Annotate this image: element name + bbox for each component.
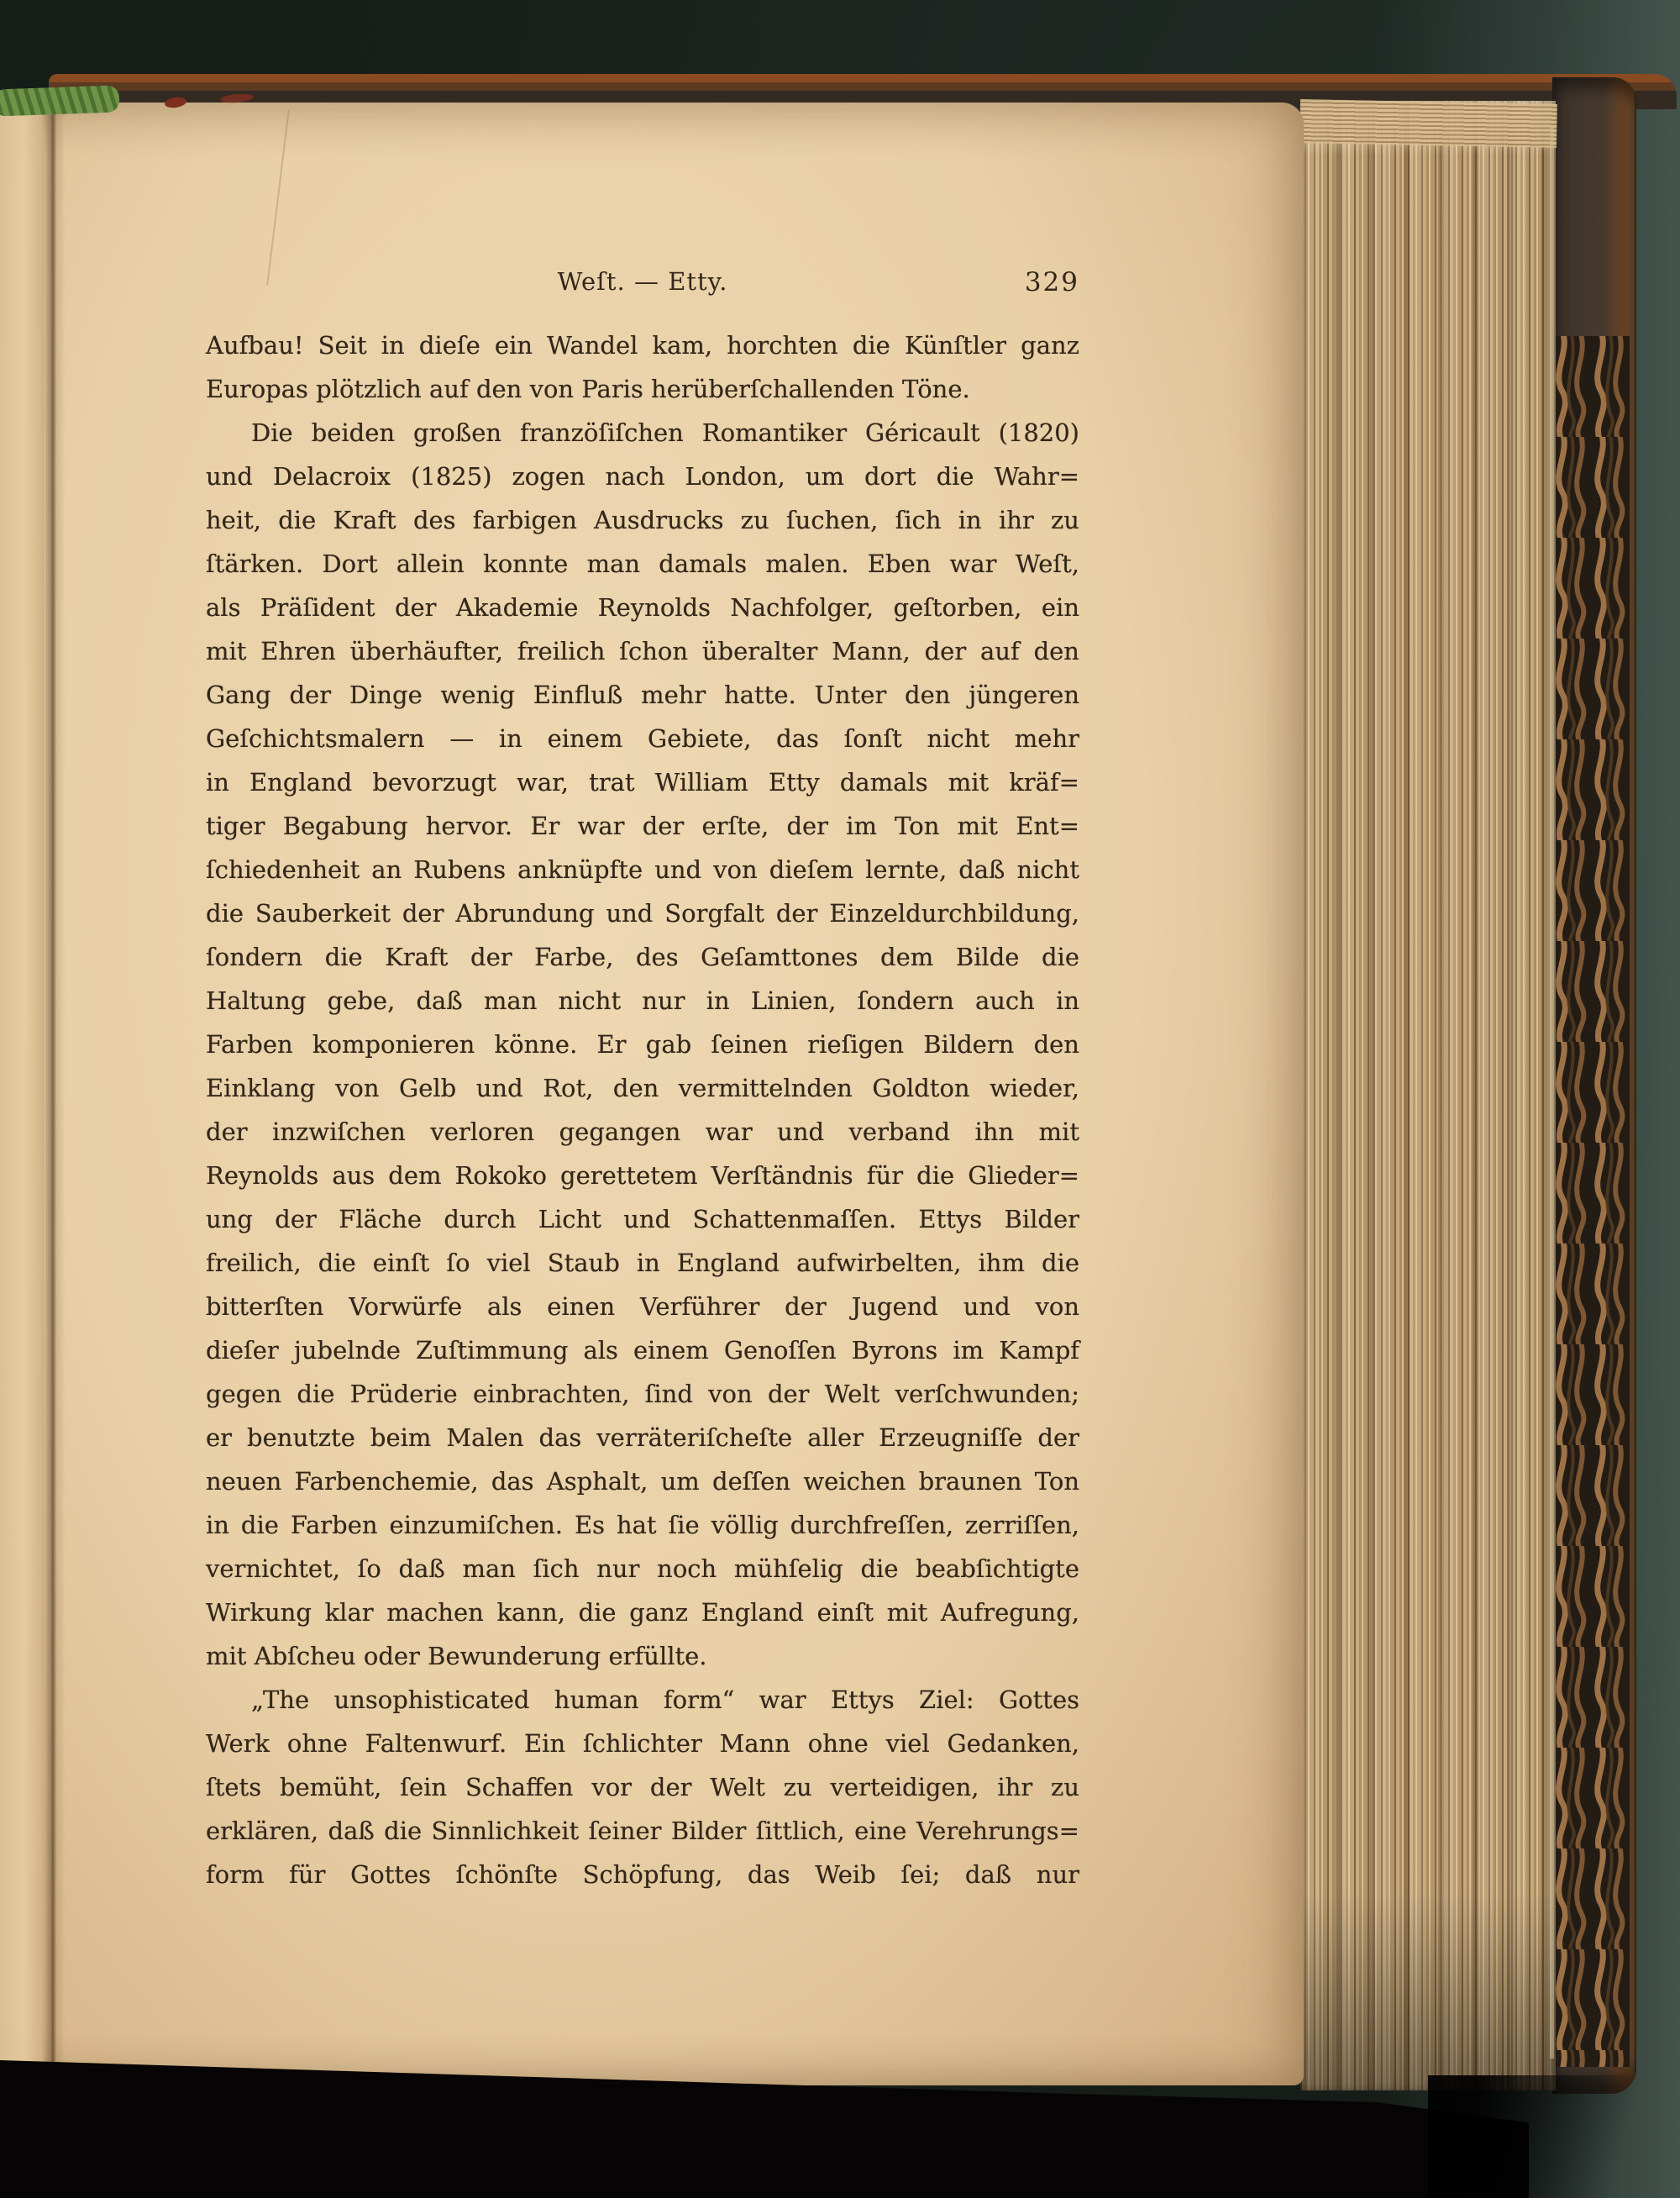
text-line: Aufbau! Seit in dieſe ein Wandel kam, horchten die Künſtler ganz bbox=[206, 331, 1079, 360]
text-line: mit Ehren überhäufter, freilich ſchon überalter Mann, der auf den bbox=[206, 637, 1079, 665]
text-line: gegen die Prüderie einbrachten, ſind von der Welt verſchwunden; bbox=[206, 1380, 1079, 1408]
text-line: neuen Farbenchemie, das Asphalt, um deſſen weichen braunen Ton bbox=[206, 1467, 1079, 1496]
paper-crease bbox=[266, 110, 290, 286]
text-line: Farben komponieren könne. Er gab ſeinen rieſigen Bildern den bbox=[206, 1030, 1079, 1059]
text-line: ſondern die Kraft der Farbe, des Geſamttones dem Bilde die bbox=[206, 943, 1079, 971]
stack-cover-seam bbox=[1550, 126, 1554, 2059]
fore-edge-page-stack bbox=[1300, 101, 1556, 2090]
text-line: der inzwiſchen verloren gegangen war und verband ihn mit bbox=[206, 1117, 1079, 1146]
text-line: dieſer jubelnde Zuſtimmung als einem Genoſſen Byrons im Kampf bbox=[206, 1336, 1079, 1365]
bottom-right-shade bbox=[1428, 2075, 1680, 2198]
text-line: die Sauberkeit der Abrundung und Sorgfalt der Einzeldurchbildung, bbox=[206, 899, 1079, 928]
running-head bbox=[206, 267, 1079, 304]
text-line: bitterſten Vorwürfe als einen Verführer der Jugend und von bbox=[206, 1292, 1079, 1321]
page-text-block bbox=[206, 323, 1079, 1896]
text-line: „The unsophisticated human form“ war Ettys Ziel: Gottes bbox=[251, 1685, 1079, 1714]
text-line: als Präſident der Akademie Reynolds Nachfolger, geſtorben, ein bbox=[206, 593, 1079, 622]
facing-page-sliver bbox=[0, 103, 44, 2085]
headband bbox=[0, 85, 120, 116]
text-line: in die Farben einzumiſchen. Es hat ſie völlig durchfreſſen, zerriſſen, bbox=[206, 1511, 1079, 1539]
text-line: ſchiedenheit an Rubens anknüpfte und von dieſem lernte, daß nicht bbox=[206, 855, 1079, 884]
text-line: Reynolds aus dem Rokoko gerettetem Verſtändnis für die Glieder= bbox=[206, 1161, 1079, 1190]
text-line: Einklang von Gelb und Rot, den vermittelnden Goldton wieder, bbox=[206, 1074, 1079, 1102]
text-line: Geſchichtsmalern — in einem Gebiete, das ſonſt nicht mehr bbox=[206, 724, 1079, 753]
text-line: Gang der Dinge wenig Einfluß mehr hatte. Unter den jüngeren bbox=[206, 681, 1079, 709]
text-line: er benutzte beim Malen das verräteriſcheſte aller Erzeugniſſe der bbox=[206, 1423, 1079, 1452]
text-line: mit Abſcheu oder Bewunderung erfüllte. bbox=[206, 1642, 707, 1670]
text-line: und Delacroix (1825) zogen nach London, um dort die Wahr= bbox=[206, 462, 1079, 491]
running-head-title: Weſt. — Etty. bbox=[557, 267, 728, 296]
text-line: heit, die Kraft des farbigen Ausdrucks zu ſuchen, ſich in ihr zu bbox=[206, 506, 1079, 534]
text-line: freilich, die einſt ſo viel Staub in England aufwirbelten, ihm die bbox=[206, 1249, 1079, 1277]
page-number: 329 bbox=[1024, 267, 1079, 297]
text-line: form für Gottes ſchönſte Schöpfung, das Weib ſei; daß nur bbox=[206, 1860, 1079, 1889]
text-line: in England bevorzugt war, trat William Etty damals mit kräf= bbox=[206, 768, 1079, 797]
text-line: Wirkung klar machen kann, die ganz England einſt mit Aufregung, bbox=[206, 1598, 1079, 1627]
gutter-fold bbox=[42, 103, 66, 2085]
text-line: Haltung gebe, daß man nicht nur in Linien, ſondern auch in bbox=[206, 986, 1079, 1015]
page-stack-top-edges bbox=[1299, 99, 1557, 148]
text-line: Europas plötzlich auf den von Paris herüberſchallenden Töne. bbox=[206, 375, 970, 403]
text-line: ung der Fläche durch Licht und Schattenmaſſen. Ettys Bilder bbox=[206, 1205, 1079, 1233]
text-line: Die beiden großen franzöſiſchen Romantiker Géricault (1820) bbox=[251, 418, 1079, 447]
embossed-cover-pattern bbox=[1554, 336, 1630, 2067]
text-line: ſtets bemüht, ſein Schaffen vor der Welt zu verteidigen, ihr zu bbox=[206, 1773, 1079, 1801]
text-line: tiger Begabung hervor. Er war der erſte, der im Ton mit Ent= bbox=[206, 812, 1079, 840]
text-line: vernichtet, ſo daß man ſich nur noch mühſelig die beabſichtigte bbox=[206, 1554, 1079, 1583]
text-line: Werk ohne Faltenwurf. Ein ſchlichter Mann ohne viel Gedanken, bbox=[206, 1729, 1079, 1758]
text-line: erklären, daß die Sinnlichkeit ſeiner Bilder ſittlich, eine Verehrungs= bbox=[206, 1817, 1079, 1845]
text-line: ſtärken. Dort allein konnte man damals malen. Eben war Weſt, bbox=[206, 550, 1079, 578]
